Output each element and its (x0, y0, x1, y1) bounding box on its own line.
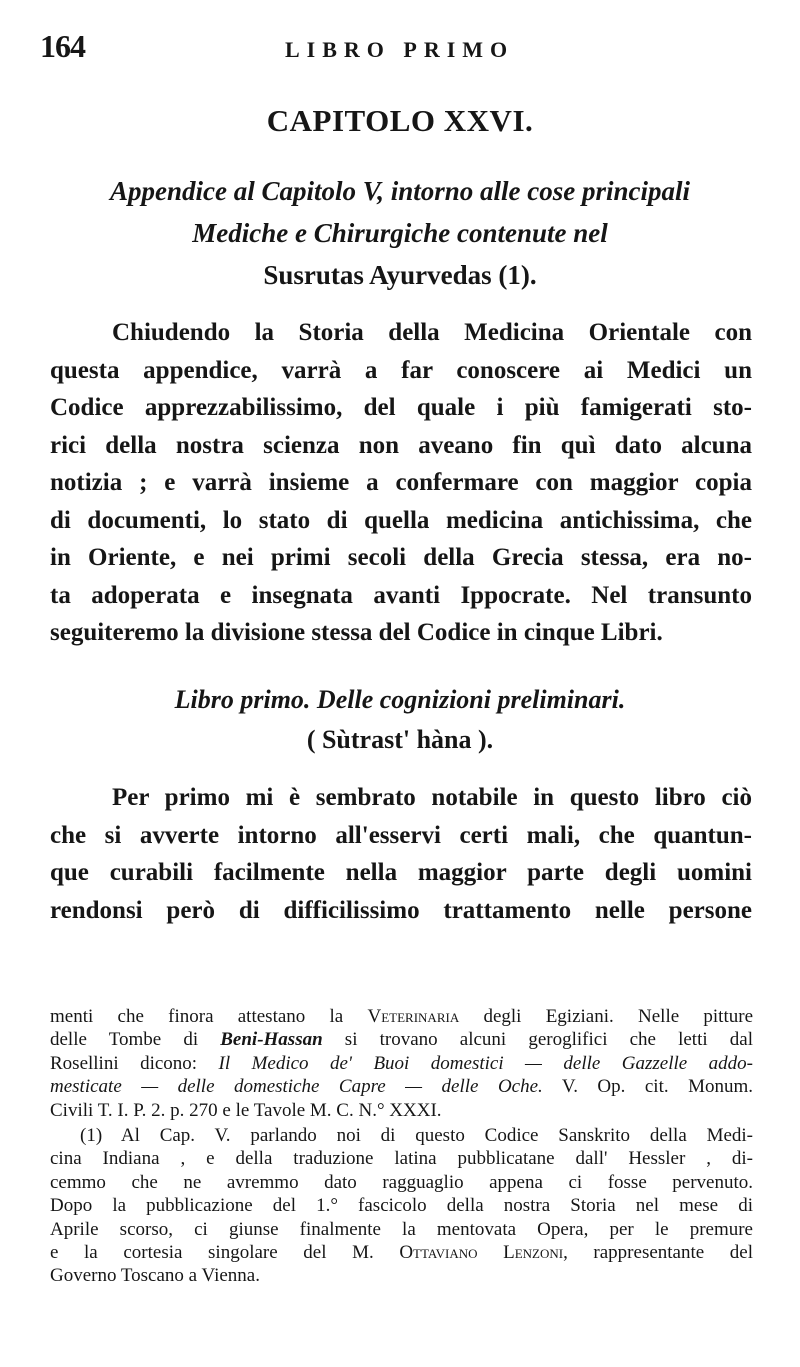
footnote-smallcaps: Ottaviano Lenzoni (399, 1242, 564, 1264)
footnote-line (50, 1075, 753, 1098)
section-subtitle: ( Sùtrast' hàna ). (306, 725, 494, 754)
page-number: 164 (40, 28, 85, 64)
text-line: Chiudendo la Storia della Medicina Orientale con (112, 319, 752, 346)
footnote-line: Governo Toscano a Vienna. (50, 1265, 260, 1287)
footnote-italic: mesticate — delle domestiche Capre — delle Oche. (50, 1076, 543, 1098)
running-title: LIBRO PRIMO (285, 37, 515, 62)
footnote-text: degli Egiziani. Nelle pitture (459, 1006, 754, 1027)
footnote-text: e la cortesia singolare del M. (50, 1242, 400, 1264)
footnote-line (50, 1028, 753, 1051)
footnote-line (50, 1005, 753, 1028)
footnote-text: menti che finora attestano la (50, 1006, 368, 1027)
text-line: che si avverte intorno all'esservi certi mali, che quantun- (50, 821, 752, 849)
text-line: questa appendice, varrà a far conoscere ai Medici un (50, 356, 752, 384)
footnote-line: (1) Al Cap. V. parlando noi di questo Codice Sanskrito della Medi- (80, 1125, 753, 1147)
text-line: rici della nostra scienza non aveano fin quì dato alcuna (50, 431, 752, 459)
footnote-text: V. Op. cit. Monum. (542, 1076, 753, 1098)
footnote-italic: Il Medico de' Buoi domestici — delle Gazzelle addo- (218, 1052, 753, 1074)
footnote-text: Rosellini dicono: (50, 1052, 219, 1074)
paragraph-intro (50, 314, 752, 652)
footnote-text: , rappresentante del (563, 1242, 754, 1264)
subtitle-line: Appendice al Capitolo V, intorno alle cose principali (109, 176, 691, 206)
chapter-heading: CAPITOLO XXVI. (266, 103, 534, 138)
footnote-line: Civili T. I. P. 2. p. 270 e le Tavole M. C. N.° XXXI. (50, 1099, 442, 1121)
text-line: notizia ; e varrà insieme a confermare con maggior copia (50, 469, 752, 496)
chapter-subtitle (40, 170, 760, 296)
footnote-smallcaps: Veterinaria (367, 1006, 460, 1027)
footnote-line: cina Indiana , e della traduzione latina pubblicatane dall' Hessler , di- (50, 1148, 753, 1170)
paragraph-body (50, 779, 752, 929)
text-line: ta adoperata e insegnata avanti Ippocrate. Nel transunto (50, 581, 752, 609)
footnote-line (50, 1241, 753, 1264)
footnote-line (50, 1052, 753, 1075)
text-line: seguiteremo la divisione stessa del Codice in cinque Libri. (50, 619, 663, 646)
subtitle-line: Susrutas Ayurvedas (1). (263, 260, 537, 290)
footnotes (50, 1005, 753, 1288)
footnote-text: si trovano alcuni geroglifici che letti dal (322, 1029, 753, 1051)
footnote-line: Dopo la pubblicazione del 1.° fascicolo della nostra Storia nel mese di (50, 1195, 753, 1217)
footnote-text: delle Tombe di (50, 1029, 221, 1051)
text-line: Per primo mi è sembrato notabile in questo libro ciò (112, 784, 752, 811)
text-line: Codice apprezzabilissimo, del quale i più famigerati sto- (50, 394, 752, 421)
footnote-italic: Beni-Hassan (220, 1029, 323, 1051)
footnote-line: cemmo che ne avremmo dato ragguaglio appena ci fosse pervenuto. (50, 1171, 753, 1193)
section-title: Libro primo. Delle cognizioni preliminari. (174, 685, 626, 714)
text-line: in Oriente, e nei primi secoli della Grecia stessa, era no- (50, 544, 752, 571)
subtitle-line: Mediche e Chirurgiche contenute nel (192, 218, 608, 248)
running-head (0, 26, 800, 74)
text-line: di documenti, lo stato di quella medicina antichissima, che (50, 506, 752, 534)
text-line: rendonsi però di difficilissimo trattamento nelle persone (50, 896, 752, 924)
text-line: que curabili facilmente nella maggior parte degli uomini (50, 859, 752, 886)
section-heading (0, 680, 800, 760)
footnote-line: Aprile scorso, ci giunse finalmente la mentovata Opera, per le premure (50, 1218, 753, 1240)
